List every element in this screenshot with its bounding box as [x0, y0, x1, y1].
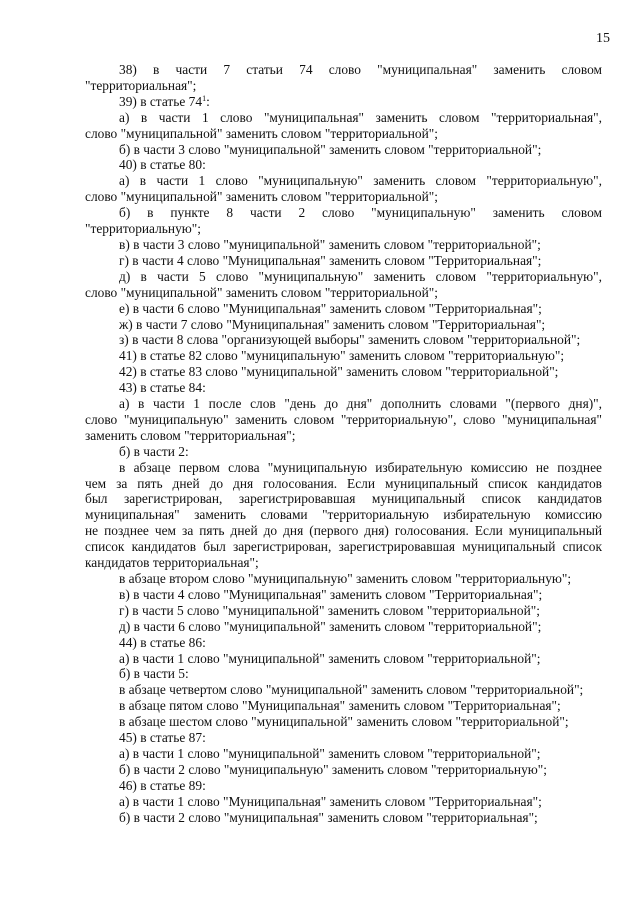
- line-text: б) в части 5:: [119, 666, 189, 682]
- paragraph-line: [85, 778, 602, 794]
- text-line: слово "муниципальной" заменить словом "территориальной";: [85, 189, 438, 205]
- document-body: [85, 62, 602, 826]
- paragraph-line: [85, 746, 602, 762]
- line-text: в абзаце четвертом слово "муниципальной" заменить словом "территориальной";: [119, 682, 584, 698]
- line-text: б) в части 3 слово "муниципальной" заменить словом "территориальной";: [119, 141, 542, 157]
- paragraph-line: [85, 619, 602, 635]
- text-line: 38) в части 7 статьи 74 слово "муниципальная" заменить словом: [119, 62, 602, 77]
- text-line: "территориальную";: [85, 221, 201, 237]
- paragraph-line: [85, 571, 602, 587]
- superscript: 1: [202, 93, 207, 103]
- line-text: 42) в статье 83 слово "муниципальной" заменить словом "территориальной";: [119, 364, 559, 380]
- line-text: в) в части 3 слово "муниципальной" заменить словом "территориальной";: [119, 236, 541, 252]
- line-text: г) в части 5 слово "муниципальной" заменить словом "территориальной";: [119, 602, 540, 618]
- line-suffix: :: [206, 93, 210, 109]
- paragraph-line: [85, 237, 602, 253]
- paragraph-line: [85, 794, 602, 810]
- paragraph-line: [85, 380, 602, 396]
- paragraph-line: [85, 666, 602, 682]
- text-line: заменить словом "территориальная";: [85, 427, 296, 443]
- page-number: 15: [596, 31, 610, 46]
- text-line: б) в пункте 8 части 2 слово "муниципальную" заменить словом: [119, 205, 602, 221]
- line-text: б) в части 2 слово "муниципальную" заменить словом "территориальную";: [119, 761, 547, 777]
- paragraph-line: [85, 94, 602, 110]
- text-line: муниципальная" заменить словами "территориальную избирательную комиссию: [85, 507, 602, 523]
- paragraph-line: [85, 682, 602, 698]
- paragraph-line: [85, 444, 602, 460]
- text-line: был зарегистрирован, зарегистрировавшая муниципальный список кандидатов: [85, 491, 602, 507]
- paragraph-line: [85, 810, 602, 826]
- paragraph: [85, 62, 602, 94]
- paragraph-line: [85, 332, 602, 348]
- paragraph: [85, 396, 602, 444]
- line-text: 45) в статье 87:: [119, 730, 206, 746]
- line-text: е) в части 6 слово "Муниципальная" заменить словом "Территориальная";: [119, 300, 542, 316]
- paragraph: [85, 110, 602, 142]
- line-text: в) в части 4 слово "Муниципальная" заменить словом "Территориальная";: [119, 586, 543, 602]
- paragraph-line: [85, 587, 602, 603]
- text-line: слово "муниципальную" заменить словом "территориальную", слово "муниципальная": [85, 411, 602, 427]
- text-line: а) в части 1 после слов "день до дня" дополнить словами "(первого дня)",: [119, 396, 602, 412]
- line-text: д) в части 6 слово "муниципальной" заменить словом "территориальной";: [119, 618, 542, 634]
- paragraph-line: [85, 603, 602, 619]
- line-text: б) в части 2 слово "муниципальная" заменить словом "территориальная";: [119, 809, 538, 825]
- paragraph: [85, 173, 602, 205]
- line-text: 40) в статье 80:: [119, 157, 206, 173]
- line-text: в абзаце шестом слово "муниципальной" заменить словом "территориальной";: [119, 714, 569, 730]
- paragraph-line: [85, 698, 602, 714]
- line-text: а) в части 1 слово "Муниципальная" заменить словом "Территориальная";: [119, 793, 542, 809]
- line-text: ж) в части 7 слово "Муниципальная" заменить словом "Территориальная";: [119, 316, 546, 332]
- line-text: 46) в статье 89:: [119, 777, 206, 793]
- line-text: г) в части 4 слово "Муниципальная" заменить словом "Территориальная";: [119, 252, 542, 268]
- line-text: з) в части 8 слова "организующей выборы" заменить словом "территориальной";: [119, 332, 581, 348]
- line-text: в абзаце втором слово "муниципальную" заменить словом "территориальную";: [119, 571, 572, 586]
- text-line: список кандидатов был зарегистрирован, зарегистрировавшая муниципальный список: [85, 539, 602, 555]
- line-text: б) в части 2:: [119, 443, 189, 459]
- paragraph-line: [85, 651, 602, 667]
- text-line: слово "муниципальной" заменить словом "территориальной";: [85, 125, 438, 141]
- paragraph: [85, 205, 602, 237]
- paragraph-line: [85, 142, 602, 158]
- line-text: 44) в статье 86:: [119, 634, 206, 650]
- text-line: кандидатов территориальная";: [85, 555, 259, 571]
- paragraph-line: [85, 157, 602, 173]
- paragraph-line: [85, 301, 602, 317]
- paragraph-line: [85, 730, 602, 746]
- text-line: а) в части 1 слово "муниципальная" заменить словом "территориальная",: [119, 109, 602, 125]
- line-text: в абзаце пятом слово "Муниципальная" заменить словом "Территориальная";: [119, 698, 561, 714]
- text-line: д) в части 5 слово "муниципальную" заменить словом "территориальную",: [119, 268, 602, 284]
- line-text: а) в части 1 слово "муниципальной" заменить словом "территориальной";: [119, 650, 541, 666]
- text-line: не позднее чем за пять дней до дня (первого дня) голосования. Если муниципальный: [85, 523, 602, 539]
- text-line: "территориальная";: [85, 77, 197, 93]
- text-line: чем за пять дней до дня голосования. Если муниципальный список кандидатов: [85, 475, 602, 491]
- paragraph-line: [85, 253, 602, 269]
- paragraph-line: [85, 635, 602, 651]
- line-text: 43) в статье 84:: [119, 380, 206, 396]
- text-line: слово "муниципальной" заменить словом "территориальной";: [85, 284, 438, 300]
- paragraph-line: [85, 348, 602, 364]
- line-text: 41) в статье 82 слово "муниципальную" заменить словом "территориальную";: [119, 348, 565, 364]
- paragraph: [85, 460, 602, 571]
- paragraph-line: [85, 762, 602, 778]
- paragraph-line: [85, 364, 602, 380]
- line-text: а) в части 1 слово "муниципальной" заменить словом "территориальной";: [119, 745, 541, 761]
- line-text: 39) в статье 74: [119, 93, 203, 109]
- paragraph-line: [85, 317, 602, 333]
- paragraph: [85, 269, 602, 301]
- paragraph-line: [85, 714, 602, 730]
- text-line: а) в части 1 слово "муниципальную" заменить словом "территориальную",: [119, 173, 602, 189]
- text-line: в абзаце первом слова "муниципальную избирательную комиссию не позднее: [119, 459, 602, 475]
